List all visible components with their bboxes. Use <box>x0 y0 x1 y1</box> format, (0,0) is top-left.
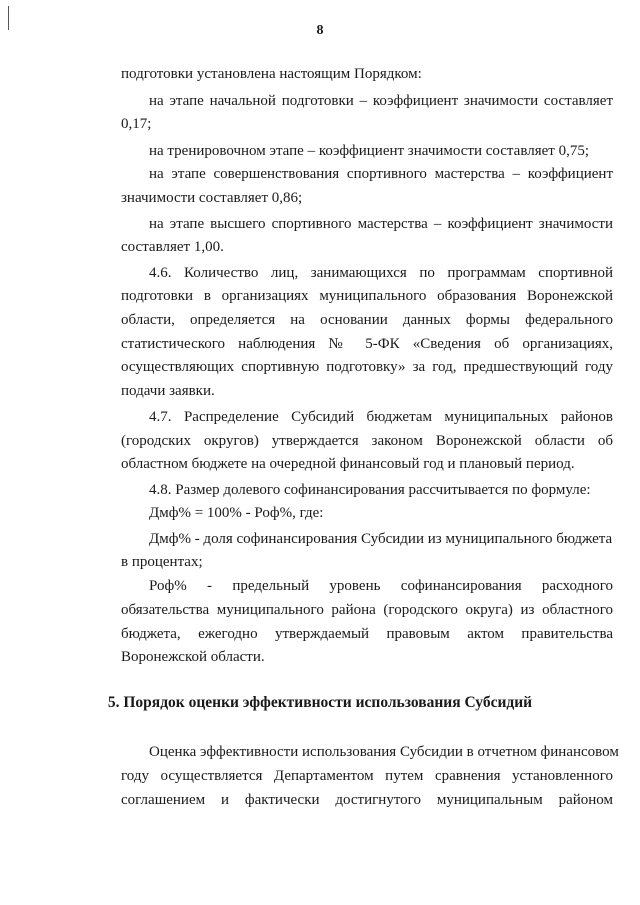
text-line: на этапе совершенствования спортивного мастерства – коэффициент <box>149 166 613 182</box>
text-line: году осуществляется Департаментом путем сравнения установленного <box>121 768 613 784</box>
text-line: Воронежской области. <box>121 649 265 665</box>
text-line: подготовки в организациях муниципального образования Воронежской <box>121 288 613 304</box>
text-line: подготовки установлена настоящим Порядком: <box>121 66 422 82</box>
page-number: 8 <box>316 23 324 38</box>
text-line: 4.6. Количество лиц, занимающихся по программам спортивной <box>149 265 613 281</box>
text-line: на этапе начальной подготовки – коэффициент значимости составляет <box>149 93 613 109</box>
text-line: Роф% - предельный уровень софинансирования расходного <box>149 578 613 594</box>
text-line: подачи заявки. <box>121 383 215 399</box>
text-line: (городских округов) утверждается законом Воронежской области об <box>121 433 613 449</box>
text-line: Дмф% - доля софинансирования Субсидии из муниципального бюджета <box>149 531 613 547</box>
text-line: составляет 1,00. <box>121 239 224 255</box>
text-line: 4.8. Размер долевого софинансирования рассчитывается по формуле: <box>149 482 591 498</box>
text-line: статистического наблюдения № 5-ФК «Сведения об организациях, <box>121 336 613 352</box>
formula-line: Дмф% = 100% - Роф%, где: <box>149 505 324 521</box>
text-line: в процентах; <box>121 554 203 570</box>
text-line: осуществляющих спортивную подготовку» за год, предшествующий году <box>121 359 613 375</box>
text-line: на этапе высшего спортивного мастерства – коэффициент значимости <box>149 216 613 232</box>
text-line: областном бюджете на очередной финансовый год и плановый период. <box>121 456 575 472</box>
text-line: 0,17; <box>121 116 152 132</box>
text-line: на тренировочном этапе – коэффициент значимости составляет 0,75; <box>149 143 589 159</box>
text-line: бюджета, ежегодно утверждаемый правовым актом правительства <box>121 626 613 642</box>
text-line: обязательства муниципального района (городского округа) из областного <box>121 602 613 618</box>
section-heading: 5. Порядок оценки эффективности использования Субсидий <box>107 694 533 711</box>
text-line: 4.7. Распределение Субсидий бюджетам муниципальных районов <box>149 409 613 425</box>
text-line: Оценка эффективности использования Субсидии в отчетном финансовом <box>149 744 619 760</box>
text-line: значимости составляет 0,86; <box>121 190 303 206</box>
text-line: соглашением и фактически достигнутого муниципальным районом <box>121 792 613 808</box>
text-line: области, определяется на основании данных формы федерального <box>121 312 613 328</box>
